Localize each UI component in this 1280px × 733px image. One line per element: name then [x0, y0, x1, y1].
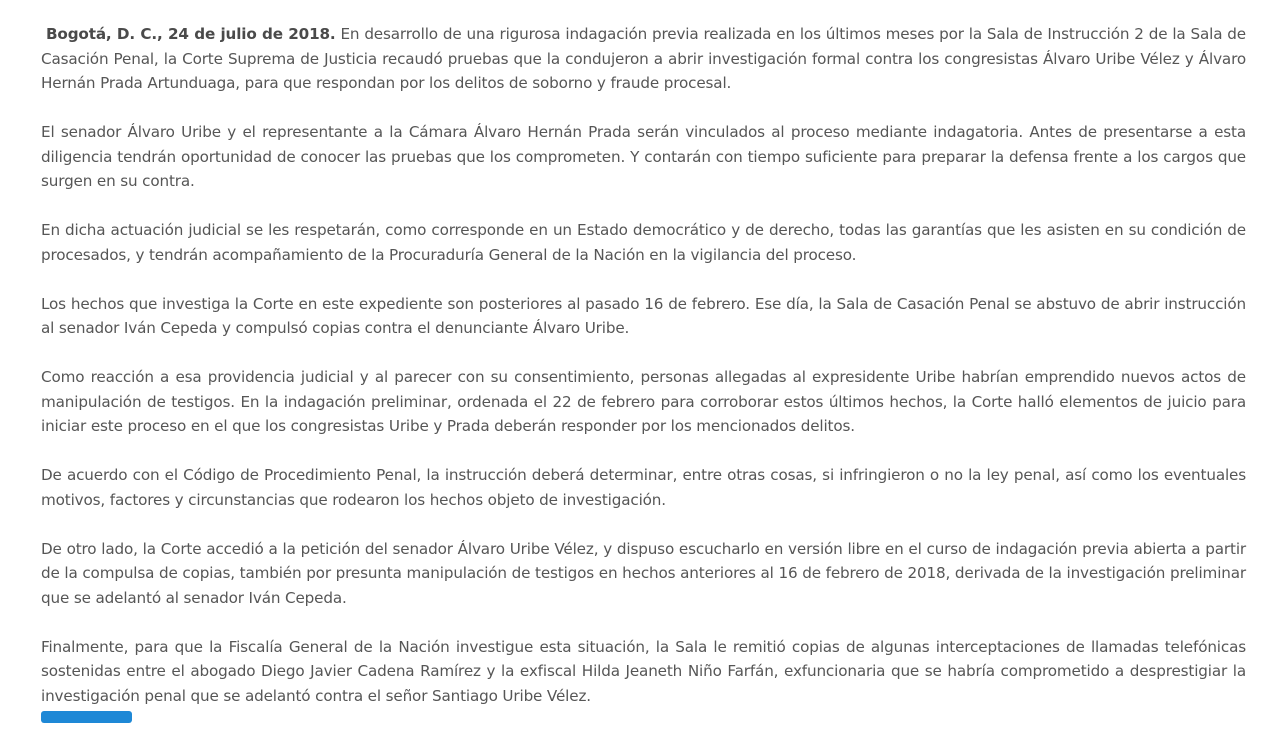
- article-paragraph-1: [41, 22, 1246, 96]
- article-paragraph-7: De otro lado, la Corte accedió a la petición del senador Álvaro Uribe Vélez, y dispuso escucharlo en versión libre en el curso de indagación previa abierta a partir de la compulsa de copias, también por presunta manipulación de testigos en hechos anteriores al 16 de febrero de 2018, derivada de la investigación preliminar que se adelantó al senador Iván Cepeda.: [41, 539, 1246, 607]
- article-paragraph-4: Los hechos que investiga la Corte en este expediente son posteriores al pasado 16 de febrero. Ese día, la Sala de Casación Penal se abstuvo de abrir instrucción al senador Iván Cepeda y compulsó copias contra el denunciante Álvaro Uribe.: [41, 294, 1246, 337]
- article-dateline: Bogotá, D. C., 24 de julio de 2018.: [46, 25, 336, 43]
- article-body: [41, 22, 1246, 733]
- article-paragraph-8: Finalmente, para que la Fiscalía General de la Nación investigue esta situación, la Sala le remitió copias de algunas interceptaciones de llamadas telefónicas sostenidas entre el abogado Diego Javier Cadena Ramírez y la exfiscal Hilda Jeaneth Niño Farfán, exfuncionaria que se habría comprometido a desprestigiar la investigación penal que se adelantó contra el señor Santiago Uribe Vélez.: [41, 637, 1246, 705]
- article-paragraph-5: Como reacción a esa providencia judicial y al parecer con su consentimiento, personas allegadas al expresidente Uribe habrían emprendido nuevos actos de manipulación de testigos. En la indagación preliminar, ordenada el 22 de febrero para corroborar estos últimos hechos, la Corte halló elementos de juicio para iniciar este proceso en el que los congresistas Uribe y Prada deberán responder por los mencionados delitos.: [41, 368, 1246, 435]
- article-paragraph-3: En dicha actuación judicial se les respetarán, como corresponde en un Estado democrático y de derecho, todas las garantías que les asisten en su condición de procesados, y tendrán acompañamiento de la Procuraduría General de la Nación en la vigilancia del proceso.: [41, 221, 1246, 264]
- cutoff-blue-button[interactable]: [41, 711, 132, 723]
- article-paragraph-2: El senador Álvaro Uribe y el representante a la Cámara Álvaro Hernán Prada serán vinculados al proceso mediante indagatoria. Antes de presentarse a esta diligencia tendrán oportunidad de conocer las pruebas que los comprometen. Y contarán con tiempo suficiente para preparar la defensa frente a los cargos que surgen en su contra.: [41, 123, 1246, 190]
- paragraph-text: En desarrollo de una rigurosa indagación previa realizada en los últimos meses por la Sala de Instrucción 2 de la Sala de Casación Penal, la Corte Suprema de Justicia recaudó pruebas que la condujeron a abrir investigación formal contra los congresistas Álvaro Uribe Vélez y Álvaro Hernán Prada Artunduaga, para que respondan por los delitos de soborno y fraude procesal.: [41, 25, 1246, 92]
- article-paragraph-6: De acuerdo con el Código de Procedimiento Penal, la instrucción deberá determinar, entre otras cosas, si infringieron o no la ley penal, así como los eventuales motivos, factores y circunstancias que rodearon los hechos objeto de investigación.: [41, 466, 1246, 509]
